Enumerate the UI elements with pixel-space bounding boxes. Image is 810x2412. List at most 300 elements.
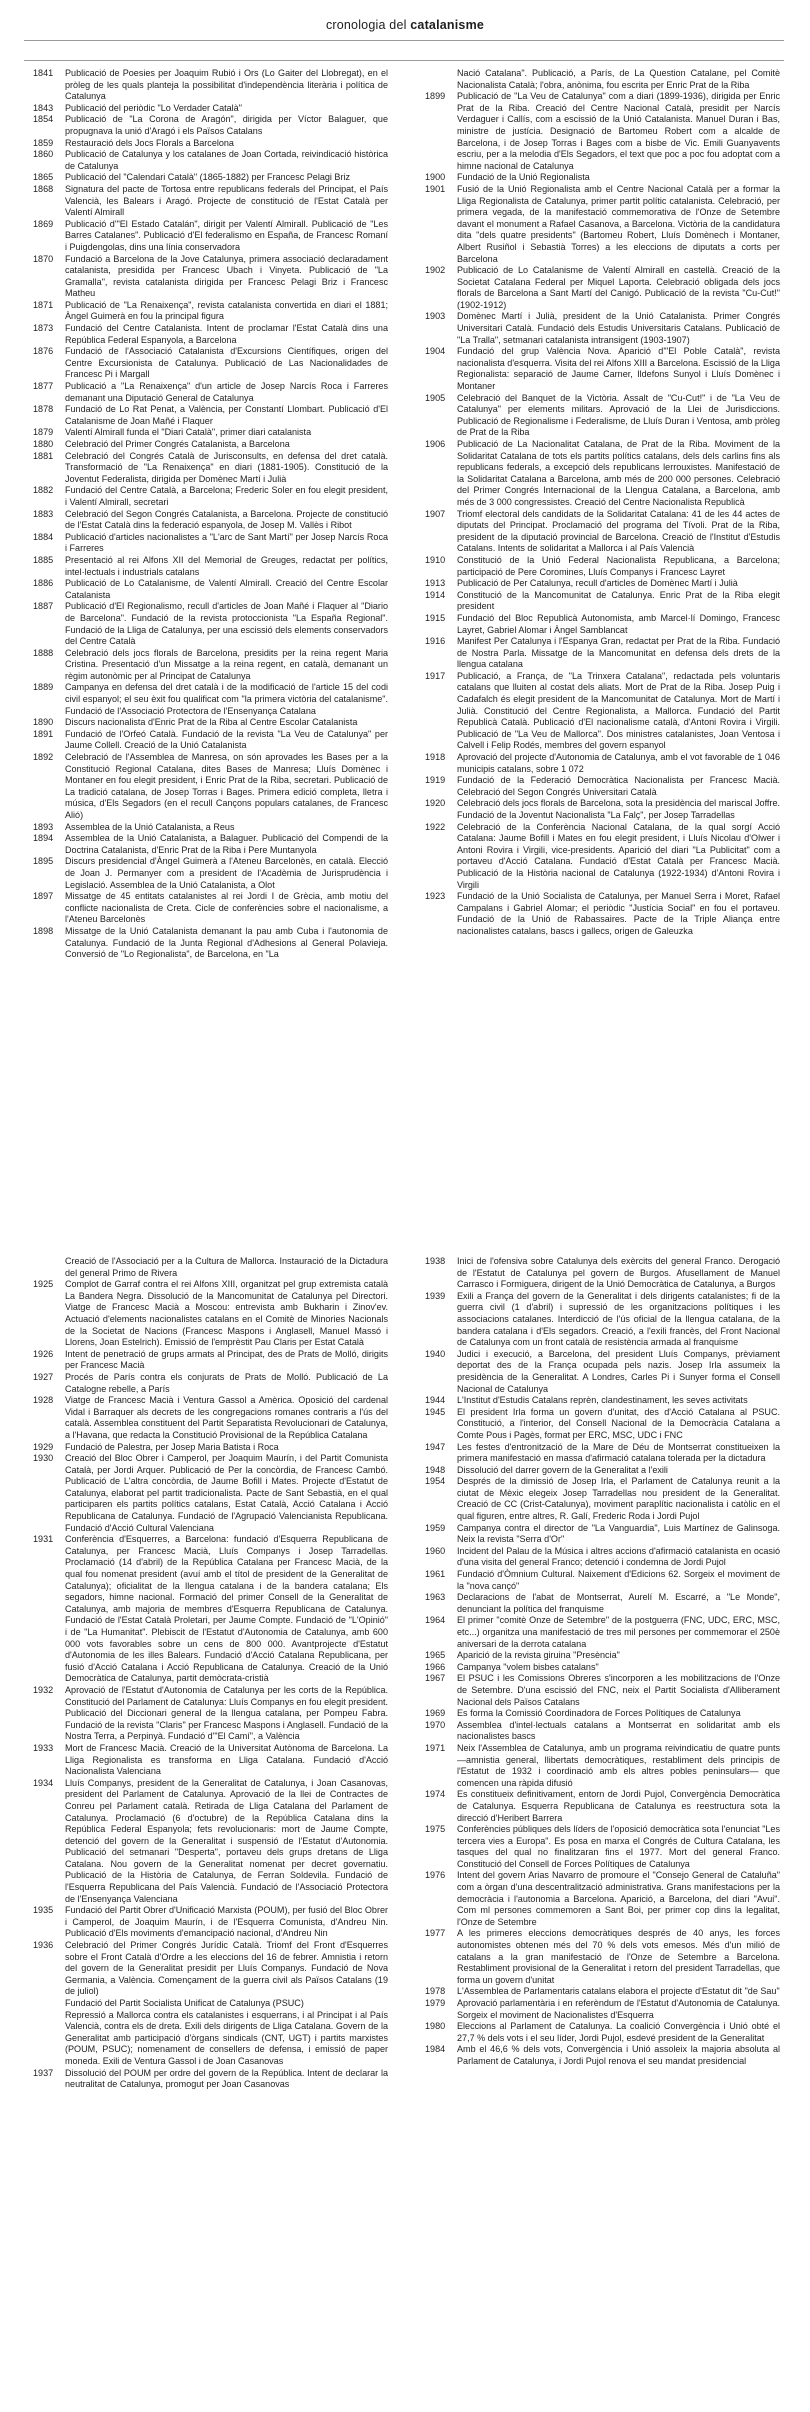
- entry-text: Creació de l'Associació per a la Cultura de Mallorca. Instauració de la Dictadura del general Primo de Rivera: [65, 1256, 388, 1278]
- chronology-entry: [425, 1291, 780, 1349]
- entry-text: Fundació del Partit Socialista Unificat de Catalunya (PSUC): [65, 1998, 304, 2008]
- entry-year: 1975: [425, 1824, 446, 1835]
- entry-text: Amb el 46,6 % dels vots, Convergència i Unió assoleix la majoria absoluta al Parlament de Catalunya, i Jordi Pujol renova el seu mandat presidencial: [457, 2044, 780, 2066]
- entry-text: Publicació de La Nacionalitat Catalana, de Prat de la Riba. Moviment de la Solidaritat Catalana de tots els partits polítics catalans, dels dels carlins fins als republicans federals, a excepció dels republicans lerrouxistes. Manifestació de la Solidaritat Catalana a Barcelona, amb més de 200 000 persones. Celebració del Primer Congrés Internacional de la Llengua Catalana, a Barcelona, amb més de 3 000 congressistes. Creació del Centre Nacionalista Republicà: [457, 439, 780, 507]
- entry-year: 1902: [425, 265, 446, 276]
- chronology-entry: [33, 184, 388, 219]
- entry-year: [425, 68, 457, 91]
- entry-text: Mort de Francesc Macià. Creació de la Universitat Autònoma de Barcelona. La Lliga Regionalista es transforma en Lliga Catalana. Fundació d'Acció Nacionalista Valenciana: [65, 1742, 388, 1777]
- title-keyword: catalanisme: [410, 18, 485, 32]
- entry-year: 1954: [425, 1476, 446, 1487]
- chronology-entry: [33, 1453, 388, 1534]
- chronology-entry: [33, 68, 388, 103]
- chronology-entry: [33, 2010, 388, 2068]
- chronology-entry: [425, 613, 780, 636]
- chronology-entry: [425, 1870, 780, 1928]
- entry-year: 1960: [425, 1545, 446, 1556]
- entry-text: Assemblea d'intel·lectuals catalans a Montserrat en solidaritat amb els nacionalistes bascs: [457, 1719, 780, 1742]
- entry-text: Es forma la Comissió Coordinadora de Forces Polítiques de Catalunya: [457, 1708, 741, 1719]
- entry-text: Restauració dels Jocs Florals a Barcelona: [65, 137, 234, 148]
- entry-text: Publicació, a França, de "La Trinxera Catalana", redactada pels voluntaris catalans que lluiten al costat dels aliats. Mort de Prat de la Riba. Josep Puig i Cadafalch és elegit president de la Mancomunitat de Catalunya. Mort de Martí i Julià. Constitució del Centre Regionalista, a Mallorca. Fundació del Partit Republicà Català. Publicació d'El nacionalisme català, d'Antoni Rovira i Virgili. Publicació de "La Veu de Mallorca". Dos ministres catalanistes, Joan Ventosa i Calvell i Felip Rodés, membres del govern espanyol: [457, 670, 780, 751]
- entry-year: 1928: [33, 1395, 54, 1406]
- entry-text: Publicació a "La Renaixença" d'un article de Josep Narcís Roca i Farreres demanant una Diputació General de Catalunya: [65, 381, 388, 403]
- entry-year: 1887: [33, 601, 54, 612]
- chronology-entry: [33, 926, 388, 961]
- entry-text: Celebració del Banquet de la Victòria. Assalt de "Cu-Cut!" i de "La Veu de Catalunya" per elements militars. Aprovació de la Llei de Jurisdiccions. Publicació de Regionalisme i Federalisme, de Lluís Duran i Ventosa, amb pròleg de Prat de la Riba: [457, 392, 780, 438]
- entry-text: Discurs nacionalista d'Enric Prat de la Riba al Centre Escolar Catalanista: [65, 717, 358, 728]
- chronology-entry: [425, 1395, 780, 1407]
- entry-year: 1906: [425, 439, 446, 449]
- chronology-entry: [425, 1349, 780, 1395]
- entry-text: Publicació d'El Regionalismo, recull d'articles de Joan Mañé i Flaquer al "Diario de Barcelona". Fundació de la revista protoccionista "La España Regional". Fundació de la Lliga de Catalunya, per una escissió dels elements conservadors del Centre Català: [65, 601, 388, 647]
- entry-year: 1879: [33, 427, 54, 438]
- entry-text: Creació del Bloc Obrer i Camperol, per Joaquim Maurín, i del Partit Comunista Català, per Jordi Arquer. Publicació de Per la concòrdia, de Francesc Cambó. Publicació de L'altra concòrdia, de Jaume Bofill i Mates. Projecte d'Estatut de Catalunya, elaborat pel partit tradicionalista. Pacte de Sant Sebastià, en el qual participaren els partits polítics catalans, Estat Català, Acció Catalana i Acció Republicana de Catalunya. Fundació de l'Agrupació Valencianista Republicana. Fundació d'Acció Cultural Valenciana: [65, 1453, 388, 1533]
- entry-year: 1884: [33, 531, 54, 542]
- entry-year: 1895: [33, 856, 54, 867]
- title-rule-bottom: [24, 60, 784, 61]
- entry-text: Fundació del Bloc Republicà Autonomista, amb Marcel·lí Domingo, Francesc Layret, Gabriel Alomar i Àngel Samblancat: [457, 612, 780, 635]
- entry-text: Exili a França del govern de la Generalitat i dels dirigents catalanistes; fi de la guerra civil (1 d'abril) i supressió de les organitzacions polítiques i les associacions catalanes. Interdicció de l'ús oficial de la llengua catalana, de la bandera catalana i d'Els segadors. Creació, a l'exili francès, del Front Nacional de Catalunya com un front català de resistència armada al franquisme: [457, 1290, 780, 1348]
- chronology-entry: [33, 2068, 388, 2091]
- entry-year: 1976: [425, 1870, 446, 1881]
- entry-year: 1877: [33, 381, 54, 392]
- entry-year: 1869: [33, 218, 54, 229]
- chronology-entry: [425, 590, 780, 613]
- entry-year: 1922: [425, 821, 446, 832]
- chronology-entry: [425, 671, 780, 752]
- entry-text: Publicació d'"El Estado Catalán", dirigit per Valentí Almirall. Publicació de "Les Barres Catalanes". Publicació d'El federalismo en España, de Francesc Romaní i Puigdengolas, dins una línia conservadora: [65, 218, 388, 252]
- entry-year: 1871: [33, 299, 54, 310]
- chronology-entry: [425, 311, 780, 346]
- entry-year: 1882: [33, 485, 54, 496]
- chronology-entry: [425, 346, 780, 392]
- entry-year: 1893: [33, 821, 54, 832]
- entry-year: 1917: [425, 670, 446, 681]
- entry-year: 1886: [33, 578, 54, 589]
- entry-year: 1891: [33, 728, 54, 739]
- entry-text: Fundació del Centre Català, a Barcelona; Frederic Soler en fou elegit president, i Valentí Almirall, secretari: [65, 485, 388, 507]
- entry-year: 1913: [425, 578, 446, 589]
- entry-year: 1903: [425, 311, 446, 322]
- page-1: [0, 0, 810, 1140]
- entry-year: 1925: [33, 1279, 54, 1290]
- chronology-entry: [33, 1349, 388, 1372]
- entry-text: Campanya "volem bisbes catalans": [457, 1661, 599, 1672]
- entry-year: 1948: [425, 1464, 446, 1475]
- chronology-entry: [425, 578, 780, 590]
- entry-text: Viatge de Francesc Macià i Ventura Gassol a Amèrica. Oposició del cardenal Vidal i Barraquer als decrets de les congregacions romanes contraris a l'ús del català. Assemblea constituent del Partit Separatista Revolucionari de Catalunya, a l'Havana, que redacta la Constitució Provisional de la República Catalana: [65, 1395, 388, 1440]
- page-title: [0, 18, 810, 32]
- chronology-entry: [425, 1743, 780, 1789]
- entry-text: Fundació del Centre Catalanista. Intent de proclamar l'Estat Català dins una República Federal Espanyola, a Barcelona: [65, 323, 388, 345]
- chronology-entry: [33, 149, 388, 172]
- entry-year: 1966: [425, 1661, 446, 1672]
- entry-text: Celebració de la Conferència Nacional Catalana, de la qual sorgí Acció Catalana: Jaume Bofill i Mates en fou elegit president, i Lluís Nicolau d'Olwer i Antoni Rovira i Virgili, vice-presidents. Aparició del diari "La Publicitat" com a portaveu d'Acció Catalana. Fundació d'Estat Català per Francesc Macià. Publicació de la Història nacional de Catalunya (1922-1934) d'Antoni Rovira i Virgili: [457, 821, 780, 890]
- entry-text: Celebració del Primer Congrés Catalanista, a Barcelona: [65, 439, 290, 449]
- entry-year: 1859: [33, 137, 54, 148]
- entry-year: 1890: [33, 717, 54, 728]
- chronology-entry: [425, 265, 780, 311]
- entry-year: 1883: [33, 508, 54, 519]
- entry-year: 1927: [33, 1371, 54, 1382]
- entry-text: Publicació de Poesies per Joaquim Rubió i Ors (Lo Gaiter del Llobregat), en el pròleg de les quals planteja la possibilitat d'independència literària i política de Catalunya: [65, 68, 388, 102]
- entry-text: Fundació de Lo Rat Penat, a València, per Constantí Llombart. Publicació d'El Catalanisme de Joan Mañé i Flaquer: [65, 404, 388, 426]
- entry-year: 1907: [425, 508, 446, 519]
- chronology-entry: [33, 532, 388, 555]
- chronology-entry: [425, 1465, 780, 1477]
- entry-text: Inici de l'ofensiva sobre Catalunya dels exèrcits del general Franco. Derogació de l'Estatut de Catalunya pel govern de Burgos. Afusellament de Manuel Carrasco i Formiguera, dirigent de la Unió Democràtica de Catalunya, a Burgos: [457, 1256, 780, 1290]
- chronology-column-right: [425, 68, 780, 938]
- chronology-entry: [33, 323, 388, 346]
- entry-year: 1920: [425, 798, 446, 809]
- entry-text: Procés de París contra els conjurats de Prats de Molló. Publicació de La Catalogne rebelle, a París: [65, 1371, 388, 1394]
- entry-year: 1931: [33, 1534, 54, 1545]
- chronology-entry: [33, 1685, 388, 1743]
- entry-year: 1978: [425, 1986, 446, 1997]
- entry-text: Després de la dimissió de Josep Irla, el Parlament de Catalunya reunit a la ciutat de Mèxic elegeix Josep Tarradellas nou president de la Generalitat. Creació de CC (Crist-Catalunya), moviment paraplític nacionalista i catòlic en el qual figuren, entre altres, R. Galí, Frederic Roda i Jordi Pujol: [457, 1476, 780, 1522]
- entry-year: 1933: [33, 1742, 54, 1753]
- chronology-entry: [425, 439, 780, 509]
- entry-text: Publicació de Lo Catalanisme, de Valentí Almirall. Creació del Centre Escolar Catalanista: [65, 578, 388, 600]
- chronology-entry: [425, 1442, 780, 1465]
- chronology-entry: [425, 1928, 780, 1986]
- entry-text: Repressió a Mallorca contra els catalanistes i esquerrans, i al Principat i al País Valencià, contra els de dreta. Exili dels dirigents de Lliga Catalana. Govern de la Generalitat amb participació d'òrgans sindicals (CNT, UGT) i partits marxistes (POUM, PSUC); nomenament de consellers de defensa, i emissió de paper moneda. Exili de Ventura Gassol i de Joan Casanovas: [65, 2009, 388, 2066]
- chronology-entry: [425, 509, 780, 555]
- entry-text: Publicació de Lo Catalanisme de Valentí Almirall en castellà. Creació de la Societat Catalana Federal per Miquel Laporta. Celebració obligada dels jocs florals de Barcelona a Sant Martí del Canigó. Publicació de la revista "Cu-Cut!" (1902-1912): [457, 265, 780, 310]
- entry-text: Judici i execució, a Barcelona, del president Lluís Companys, prèviament deportat des de la França ocupada pels nazis. Josep Irla assumeix la presidència de la Generalitat. A Londres, Carles Pi i Sunyer forma el Consell Nacional de Catalunya: [457, 1348, 780, 1394]
- entry-text: Publicació de "La Renaixença", revista catalanista convertida en diari el 1881; Àngel Guimerà en fou la principal figura: [65, 299, 388, 322]
- chronology-entry: [425, 172, 780, 184]
- chronology-entry: [33, 439, 388, 451]
- chronology-entry: [425, 822, 780, 892]
- entry-text: Publicació del periòdic "Lo Verdader Català": [65, 102, 242, 113]
- chronology-entry: [33, 114, 388, 137]
- entry-text: Celebració del Primer Congrés Jurídic Català. Triomf del Front d'Esquerres sobre el Front Català d'Ordre a les eleccions del 16 de febrer. Amnistia i retorn del govern de la Generalitat presidit per Lluís Companys. Fundació de Nova Germania, a València. Començament de la guerra civil als Països Catalans (19 de juliol): [65, 1940, 388, 1997]
- entry-year: 1965: [425, 1650, 446, 1661]
- chronology-entry: [425, 1546, 780, 1569]
- chronology-entry: [425, 1592, 780, 1615]
- title-rule-top: [24, 40, 784, 41]
- entry-year: 1860: [33, 149, 54, 160]
- entry-year: 1977: [425, 1928, 446, 1939]
- chronology-entry: [33, 300, 388, 323]
- entry-year: 1930: [33, 1453, 54, 1464]
- chronology-entry: [33, 1256, 388, 1279]
- entry-text: Manifest Per Catalunya i l'Espanya Gran, redactat per Prat de la Riba. Fundació de Nostra Parla. Missatge de la Mancomunitat en defensa dels drets de la llengua catalana: [457, 636, 780, 670]
- entry-year: 1923: [425, 891, 446, 902]
- chronology-entry: [33, 404, 388, 427]
- entry-text: Domènec Martí i Julià, president de la Unió Catalanista. Primer Congrés Universitari Català. Fundació dels Estudis Universitaris Catalans. Publicació de "La Tralla", setmanari catalanista intransigent (1903-1907): [457, 311, 780, 345]
- entry-text: Assemblea de la Unió Catalanista, a Balaguer. Publicació del Compendi de la Doctrina Catalanista, d'Enric Prat de la Riba i Pere Muntanyola: [65, 833, 388, 855]
- chronology-entry: [33, 648, 388, 683]
- entry-year: [33, 1998, 65, 2010]
- chronology-entry: [33, 682, 388, 717]
- chronology-entry: [33, 1534, 388, 1685]
- entry-year: 1841: [33, 68, 54, 78]
- entry-year: 1984: [425, 2044, 446, 2055]
- entry-text: Publicació de Per Catalunya, recull d'articles de Domènec Martí i Julià: [457, 578, 738, 589]
- entry-text: Publicació de Catalunya y los catalanes de Joan Cortada, reivindicació històrica de Catalunya: [65, 149, 388, 171]
- chronology-entry: [33, 1743, 388, 1778]
- chronology-entry: [33, 346, 388, 381]
- entry-text: Incident del Palau de la Música i altres accions d'afirmació catalanista en ocasió d'una visita del general Franco; detenció i condemna de Jordi Pujol: [457, 1545, 780, 1568]
- entry-text: Aprovació del projecte d'Autonomia de Catalunya, amb el vot favorable de 1 046 municipis catalans, sobre 1 072: [457, 752, 780, 774]
- entry-year: 1979: [425, 1998, 446, 2008]
- entry-year: 1880: [33, 439, 54, 449]
- chronology-column-left: [33, 68, 388, 961]
- entry-year: 1915: [425, 612, 446, 623]
- entry-year: 1899: [425, 91, 446, 102]
- chronology-entry: [425, 1789, 780, 1824]
- chronology-entry: [33, 1778, 388, 1906]
- title-prefix: cronologia del: [325, 18, 407, 32]
- entry-year: 1905: [425, 392, 446, 403]
- chronology-entry: [33, 509, 388, 532]
- entry-text: Dissolució del POUM per ordre del govern de la República. Intent de declarar la neutralitat de Catalunya, promogut per Joan Casanovas: [65, 2067, 388, 2090]
- entry-year: 1964: [425, 1615, 446, 1626]
- entry-text: Fundació de l'Associació Catalanista d'Excursions Científiques, origen del Centre Excursionista de Catalunya. Publicació de Las Nacionalidades de Francesc Pi i Margall: [65, 346, 388, 380]
- entry-text: Fundació del Partit Obrer d'Unificació Marxista (POUM), per fusió del Bloc Obrer i Camperol, de Joaquim Maurín, i de l'Esquerra Comunista, d'Andreu Nin. Publicació d'Els moviments d'emancipació nacional, d'Andreu Nin: [65, 1905, 388, 1939]
- entry-text: Publicació del "Calendari Català" (1865-1882) per Francesc Pelagi Briz: [65, 172, 351, 183]
- entry-text: Fundació a Barcelona de la Jove Catalunya, primera associació declaradament catalanista, presidida per Francesc Ubach i Vinyeta. Publicació de "La Gramalla", revista catalanista dirigida per Francesc Pelagi Briz i Francesc Matheu: [65, 253, 388, 299]
- entry-text: Triomf electoral dels candidats de la Solidaritat Catalana: 41 de les 44 actes de diputats del Principat. Proclamació del programa del Tívoli. Prat de la Riba, president de la diputació provincial de Barcelona. Creació de l'Institut d'Estudis Catalans. Intents de solidaritat a Mallorca i al País Valencià: [457, 508, 780, 554]
- chronology-entry: [33, 1905, 388, 1940]
- entry-year: 1900: [425, 172, 446, 183]
- entry-year: 1878: [33, 404, 54, 415]
- entry-year: 1914: [425, 589, 446, 600]
- entry-text: Missatge de la Unió Catalanista demanant la pau amb Cuba i l'autonomia de Catalunya. Fundació de la Junta Regional d'Adhesions al General Polavieja. Conversió de "Lo Regionalista", de Barcelona, en "La: [65, 925, 388, 960]
- entry-year: 1932: [33, 1684, 54, 1695]
- chronology-entry: [33, 1940, 388, 1998]
- entry-year: 1929: [33, 1441, 54, 1452]
- chronology-entry: [425, 1476, 780, 1522]
- entry-year: 1892: [33, 752, 54, 763]
- chronology-entry: [33, 427, 388, 439]
- entry-year: 1870: [33, 253, 54, 264]
- entry-year: [33, 1256, 65, 1279]
- entry-text: Campanya contra el director de "La Vanguardia", Luis Martínez de Galinsoga. Neix la revista "Serra d'Or": [457, 1522, 780, 1545]
- chronology-entry: [33, 1442, 388, 1454]
- entry-text: Constitució de la Mancomunitat de Catalunya. Enric Prat de la Riba elegit president: [457, 589, 780, 612]
- chronology-entry: [425, 798, 780, 821]
- entry-year: 1939: [425, 1290, 446, 1301]
- entry-year: 1901: [425, 183, 446, 194]
- chronology-entry: [33, 555, 388, 578]
- entry-text: Aprovació de l'Estatut d'Autonomia de Catalunya per les corts de la República. Constitució del Parlament de Catalunya: Lluís Companys en fou elegit president. Publicació del Diccionari general de la llengua catalana, per Pompeu Fabra. Fundació de la revista "Claris" per Francesc Maspons i Anglasell. Fundació de la Nostra Terra, a Perpinyà. Fundació d'"El Camí", a València: [65, 1684, 388, 1742]
- chronology-column-left: [33, 1256, 388, 2091]
- chronology-entry: [425, 2021, 780, 2044]
- chronology-entry: [33, 717, 388, 729]
- chronology-entry: [33, 381, 388, 404]
- entry-text: Assemblea de la Unió Catalanista, a Reus: [65, 821, 235, 832]
- chronology-entry: [425, 1407, 780, 1442]
- chronology-entry: [425, 1523, 780, 1546]
- entry-text: Dissolució del darrer govern de la Generalitat a l'exili: [457, 1464, 668, 1475]
- chronology-entry: [33, 752, 388, 822]
- entry-year: [33, 2010, 65, 2068]
- entry-text: Celebració dels jocs florals de Barcelona, sota la presidència del mariscal Joffre. Fundació de la Joventut Nacionalista "La Falç", per Josep Tarradellas: [457, 798, 780, 820]
- entry-year: 1963: [425, 1592, 446, 1603]
- chronology-entry: [425, 1708, 780, 1720]
- entry-year: 1974: [425, 1789, 446, 1800]
- entry-text: Fundació de la Unió Regionalista: [457, 172, 590, 183]
- entry-year: 1918: [425, 752, 446, 763]
- entry-year: 1970: [425, 1719, 446, 1730]
- entry-text: Valentí Almirall funda el "Diari Català", primer diari catalanista: [65, 427, 312, 438]
- entry-text: Fundació d'Òmnium Cultural. Naixement d'Edicions 62. Sorgeix el moviment de la "nova cançó": [457, 1569, 780, 1591]
- entry-text: L'Institut d'Estudis Catalans reprèn, clandestinament, les seves activitats: [457, 1395, 748, 1406]
- chronology-entry: [425, 393, 780, 439]
- chronology-entry: [33, 856, 388, 891]
- entry-text: Fundació de Palestra, per Josep Maria Batista i Roca: [65, 1441, 279, 1452]
- entry-text: Neix l'Assemblea de Catalunya, amb un programa reivindicatiu de quatre punts —amnistia general, llibertats democràtiques, restabliment dels principis de l'Estatut de 1932 i coordinació amb els altres pobles peninsulars— que comencen una ràpida difusió: [457, 1742, 780, 1788]
- chronology-entry: [425, 184, 780, 265]
- entry-year: 1980: [425, 2021, 446, 2032]
- chronology-entry: [33, 822, 388, 834]
- entry-text: Publicació d'articles nacionalistes a "L'arc de Sant Martí" per Josep Narcís Roca i Farreres: [65, 531, 388, 554]
- chronology-entry: [425, 1662, 780, 1674]
- entry-text: El president Irla forma un govern d'unitat, des d'Acció Catalana al PSUC. Constitució, a l'interior, del Consell Nacional de la Democràcia Catalana a Comte Pous i Pagès, format per ERC, MSC, UDC i FNC: [457, 1406, 780, 1440]
- entry-year: 1961: [425, 1569, 446, 1580]
- entry-year: 1854: [33, 114, 54, 125]
- entry-text: Intent del govern Arias Navarro de promoure el "Consejo General de Cataluña" com a òrgan d'una descentralització administrativa. Grans manifestacions per la democràcia i l'autonomia a Barcelona. Aparició, a Barcelona, del diari "Avui". Com ml persones commemoren a Sant Boi, per primer cop dins la legalitat, l'Onze de Setembre: [457, 1870, 780, 1927]
- chronology-entry: [425, 555, 780, 578]
- chronology-entry: [33, 451, 388, 486]
- entry-text: Es constitueix definitivament, entorn de Jordi Pujol, Convergència Democràtica de Catalunya. Esquerra Republicana de Catalunya es reestructura sota la direcció d'Heribert Barrera: [457, 1789, 780, 1823]
- entry-text: Celebració dels jocs florals de Barcelona, presidits per la reina regent Maria Cristina. Presentació d'un Missatge a la reina regent, en català, demanant un règim autonòmic per al Principat de Catalunya: [65, 647, 388, 681]
- chronology-entry: [33, 219, 388, 254]
- entry-text: Conferències públiques dels líders de l'oposició democràtica sota l'enunciat "Les tercera vies a Europa". Es posa en marxa el Congrés de Cultura Catalana, les tasques del qual no finalitzaran fins el 1977. Mort del general Franco. Constitució del Consell de Forces Polítiques de Catalunya: [457, 1824, 780, 1869]
- chronology-entry: [425, 1824, 780, 1870]
- entry-year: 1944: [425, 1395, 446, 1406]
- entry-text: El primer "comitè Onze de Setembre" de la postguerra (FNC, UDC, ERC, MSC, etc...) organitza una manifestació de tres mil persones per commemorar el 250è aniversari de la derrota catalana: [457, 1615, 780, 1649]
- chronology-column-right: [425, 1256, 780, 2068]
- entry-text: Publicació de "La Corona de Aragón", dirigida per Víctor Balaguer, que propugnava la unió d'Aragó i els Països Catalans: [65, 114, 388, 136]
- chronology-entry: [33, 103, 388, 115]
- chronology-entry: [425, 891, 780, 937]
- entry-text: Missatge de 45 entitats catalanistes al rei Jordi I de Grècia, amb motiu del conflicte nacionalista de Creta. Cicle de conferències sobre el nacionalisme, a l'Ateneu Barcelonès: [65, 891, 388, 925]
- entry-text: Celebració de l'Assemblea de Manresa, on són aprovades les Bases per a la Constitució Regional Catalana, dites Bases de Manresa; Lluís Domènec i Montaner en fou elegit president, i Enric Prat de la Riba, secretari. Publicació de La tradició catalana, de Josep Torras i Bages. Primera edició completa, lletra i música, d'Els Segadors (en el recull Cançons populars catalanes, de Francesc Alió): [65, 752, 388, 820]
- entry-year: 1935: [33, 1905, 54, 1916]
- entry-year: 1967: [425, 1673, 446, 1684]
- entry-text: Celebració del Congrés Català de Jurisconsults, en defensa del dret català. Transformació de "La Renaixença" en diari (1881-1905). Constitució de la Joventut Federalista, dirigida per Domènec Martí i Julià: [65, 450, 388, 484]
- entry-text: Aprovació parlamentària i en referèndum de l'Estatut d'Autonomia de Catalunya. Sorgeix el moviment de Nacionalistes d'Esquerra: [457, 1998, 780, 2020]
- entry-text: Aparició de la revista giruina "Presència": [457, 1650, 620, 1661]
- chronology-entry: [425, 68, 780, 91]
- entry-text: Presentació al rei Alfons XII del Memorial de Greuges, redactat per polítics, intel·lectuals i industrials catalans: [65, 554, 388, 577]
- entry-text: Fundació del grup València Nova. Aparició d'"El Poble Català", revista nacionalista d'esquerra. Visita del rei Alfons XIII a Barcelona. Escissió de la Lliga Regionalista: separació de Jaume Carner, Ildefons Sunyol i Lluís Domènec i Montaner: [457, 346, 780, 392]
- entry-year: 1894: [33, 833, 54, 844]
- chronology-entry: [33, 601, 388, 647]
- entry-year: 1885: [33, 554, 54, 565]
- chronology-entry: [425, 1615, 780, 1650]
- entry-year: 1897: [33, 891, 54, 902]
- chronology-entry: [425, 636, 780, 671]
- chronology-entry: [33, 891, 388, 926]
- entry-year: 1916: [425, 636, 446, 647]
- entry-text: El PSUC i les Comissions Obreres s'incorporen a les mobilitzacions de l'Onze de Setembre. D'una escissió del FNC, neix el Partit Socialista d'Alliberament Nacional dels Països Catalans: [457, 1673, 780, 1707]
- chronology-entry: [33, 578, 388, 601]
- entry-year: 1959: [425, 1522, 446, 1533]
- entry-text: L'Assemblea de Parlamentaris catalans elabora el projecte d'Estatut dit "de Sau": [457, 1986, 780, 1997]
- entry-text: Nació Catalana". Publicació, a París, de La Question Catalane, pel Comitè Nacionalista Català; l'obra, anònima, fou escrita per Enric Prat de la Riba: [457, 68, 780, 90]
- entry-year: 1940: [425, 1348, 446, 1359]
- chronology-entry: [33, 833, 388, 856]
- chronology-entry: [33, 254, 388, 300]
- entry-year: 1936: [33, 1940, 54, 1951]
- entry-text: Lluís Companys, president de la Generalitat de Catalunya, i Joan Casanovas, president del Parlament de Catalunya. Aprovació de la llei de Contractes de Conreu pel Parlament català. Retirada de Lliga Catalana del Parlament de Catalunya. Proclamació (6 d'octubre) de la República Catalana dins la República Federal Espanyola; fets revolucionaris: mort de Jaume Compte, detenció del govern de la Generalitat i suspensió de l'Estatut d'Autonomia. Publicació del setmanari "Desperta", portaveu dels grups dretans de Lliga Catalana. Nou govern de la Generalitat nomenat per decret governatiu. Publicació de la Història de Catalunya, de Ferran Soldevila. Fundació de l'Esquerra Republicana del País Valencià. Fundació de l'Associació Protectora de l'Ensenyança Valenciana: [65, 1777, 388, 1904]
- entry-year: 1937: [33, 2067, 54, 2078]
- entry-year: 1889: [33, 682, 54, 693]
- entry-text: Publicació de "La Veu de Catalunya" com a diari (1899-1936), dirigida per Enric Prat de la Riba. Creació del Centre Nacional Català, presidit per Narcís Verdaguer i Callís, com a escissió de la Unió Catalanista. Manuel Duran i Bas, ministre de justícia. Designació de Bartomeu Robert com a alcalde de Barcelona, i de Josep Torras i Bages com a bisbe de Vic. Emili Guanyavents escriu, per a la melodia d'Els Segadors, el text que poc a poc fou adoptat com a himne nacional de Catalunya: [457, 91, 780, 171]
- chronology-entry: [425, 2044, 780, 2067]
- chronology-entry: [33, 1998, 388, 2010]
- entry-year: 1934: [33, 1777, 54, 1788]
- chronology-entry: [33, 1395, 388, 1441]
- entry-year: 1843: [33, 102, 54, 113]
- entry-text: Fundació de la Federació Democràtica Nacionalista per Francesc Macià. Celebració del Segon Congrés Universitari Català: [457, 775, 780, 797]
- entry-year: 1938: [425, 1256, 446, 1266]
- entry-text: Fundació de l'Orfeó Català. Fundació de la revista "La Veu de Catalunya" per Jaume Collell. Creació de la Unió Catalanista: [65, 728, 388, 751]
- entry-text: Discurs presidencial d'Àngel Guimerà a l'Ateneu Barcelonès, en català. Elecció de Joan J. Permanyer com a president de l'Acadèmia de Jurisprudència i Legislació. Assemblea de la Unió Catalanista, a Olot: [65, 856, 388, 890]
- entry-text: Complot de Garraf contra el rei Alfons XIII, organitzat pel grup extremista català La Bandera Negra. Dissolució de la Mancomunitat de Catalunya pel Directori. Viatge de Francesc Macià a Moscou: entrevista amb Bukharin i Zinov'ev. Actuació d'elements nacionalistes catalans en el Comitè de Minories Nacionals de la Societat de Nacions (Francesc Maspons i Anglasell, Manuel Massó i Llorens, Joan Estelrich). Emissió de l'emprèstit Pau Claris per Estat Català: [65, 1279, 388, 1348]
- chronology-entry: [425, 1256, 780, 1291]
- entry-year: 1873: [33, 323, 54, 334]
- entry-year: 1904: [425, 346, 446, 357]
- chronology-entry: [33, 485, 388, 508]
- entry-year: 1926: [33, 1348, 54, 1359]
- entry-year: 1876: [33, 346, 54, 357]
- chronology-entry: [33, 729, 388, 752]
- chronology-entry: [425, 91, 780, 172]
- chronology-entry: [33, 138, 388, 150]
- entry-year: 1947: [425, 1441, 446, 1452]
- entry-text: Eleccions al Parlament de Catalunya. La coalició Convergència i Unió obté el 27,7 % dels vots i el seu líder, Jordi Pujol, esdevé president de la Generalitat: [457, 2021, 780, 2043]
- chronology-entry: [425, 775, 780, 798]
- entry-year: 1945: [425, 1406, 446, 1417]
- page-2: [0, 1236, 810, 2412]
- entry-year: 1919: [425, 775, 446, 786]
- entry-text: Campanya en defensa del dret català i de la modificació de l'article 15 del codi civil espanyol; el seu èxit fou qualificat com "la primera victòria del catalanisme". Fundació de l'Associació Protectora de l'Ensenyança Catalana: [65, 682, 388, 716]
- entry-text: A les primeres eleccions democràtiques després de 40 anys, les forces autonomistes obtenen més del 70 % dels vots emesos. Més d'un milió de catalans a la gran manifestació de l'Onze de Setembre a Barcelona. Restabliment provisional de la Generalitat i retorn del president Tarradellas, que forma un govern d'unitat: [457, 1928, 780, 1985]
- entry-year: 1888: [33, 647, 54, 658]
- chronology-entry: [425, 1673, 780, 1708]
- chronology-entry: [425, 1569, 780, 1592]
- chronology-entry: [425, 1720, 780, 1743]
- entry-year: 1898: [33, 925, 54, 936]
- chronology-entry: [33, 172, 388, 184]
- entry-text: Declaracions de l'abat de Montserrat, Aurelí M. Escarré, a "Le Monde", denunciant la política del franquisme: [457, 1592, 780, 1614]
- entry-text: Intent de penetració de grups armats al Principat, des de Prats de Molló, dirigits per Francesc Macià: [65, 1348, 388, 1371]
- entry-year: 1971: [425, 1742, 446, 1753]
- entry-text: Fusió de la Unió Regionalista amb el Centre Nacional Català per a formar la Lliga Regionalista de Catalunya, primer partit polític catalanista. Celebració, per primera vegada, de la manifestació commemorativa de l'Onze de Setembre davant el monument a Rafael Casanova, a Barcelona. Victòria de la candidatura dita "dels quatre presidents" (Bartomeu Robert, Lluís Domènech i Montaner, Albert Rusiñol i Sebastià Torres) a les eleccions de diputats a corts per Barcelona: [457, 183, 780, 264]
- entry-year: 1969: [425, 1708, 446, 1719]
- entry-text: Conferència d'Esquerres, a Barcelona: fundació d'Esquerra Republicana de Catalunya, per Francesc Macià, Lluís Companys i Josep Tarradellas. Proclamació (14 d'abril) de la República Catalana per Francesc Macià, de la qual fou nomenat president (avuí amb el títol de president de la Generalitat de Catalunya); oficialitat de la llengua catalana i de la bandera catalana; Els segadors, himne nacional. Formació del primer Consell de la Generalitat de Catalunya, amb majoria de membres d'Esquerra Republicana de Catalunya. Fundació de l'Estat Català Proletari, per Jaume Compte. Fundació de "L'Opinió" i de "La Humanitat". Plebiscit de l'Estatut d'Autonomia de Catalunya, amb 600 000 vots favorables sobre un cens de 800 000. Avantprojecte d'Estatut d'Autonomia de les illes Balears. Fundació d'Acció Catalana Republicana, per fusió d'Acció Catalana i Acció Republicana de Catalunya. Creació de la Unió Democràtica de Catalunya, partit demòcrata-cristià: [65, 1534, 388, 1684]
- entry-year: 1868: [33, 183, 54, 194]
- entry-text: Fundació de la Unió Socialista de Catalunya, per Manuel Serra i Moret, Rafael Campalans i Gabriel Alomar; el periòdic "Justícia Social" en fou el portaveu. Fundació de la Unió de Rabassaires. Pacte de la Triple Aliança entre nacionalistes catalans, bascs i gallecs, origen de Galeuzka: [457, 891, 780, 936]
- chronology-entry: [33, 1279, 388, 1349]
- entry-year: 1910: [425, 554, 446, 565]
- chronology-entry: [425, 1650, 780, 1662]
- entry-text: Constitució de la Unió Federal Nacionalista Republicana, a Barcelona; participació de Pere Coromines, Lluís Companys i Francesc Layret: [457, 554, 780, 577]
- entry-text: Signatura del pacte de Tortosa entre republicans federals del Principat, el País Valencià, les Balears i Aragó. Projecte de constitució de l'Estat Català per Valentí Almirall: [65, 183, 388, 218]
- chronology-entry: [425, 752, 780, 775]
- entry-text: Celebració del Segon Congrés Catalanista, a Barcelona. Projecte de constitució de l'Estat Català dins la federació espanyola, de Josep M. Vallès i Ribot: [65, 508, 388, 531]
- entry-year: 1865: [33, 172, 54, 183]
- entry-year: 1881: [33, 450, 54, 461]
- entry-text: Les festes d'entronització de la Mare de Déu de Montserrat constitueixen la primera manifestació en massa d'afirmació catalana tolerada per la dictadura: [457, 1441, 780, 1464]
- chronology-entry: [425, 1986, 780, 1998]
